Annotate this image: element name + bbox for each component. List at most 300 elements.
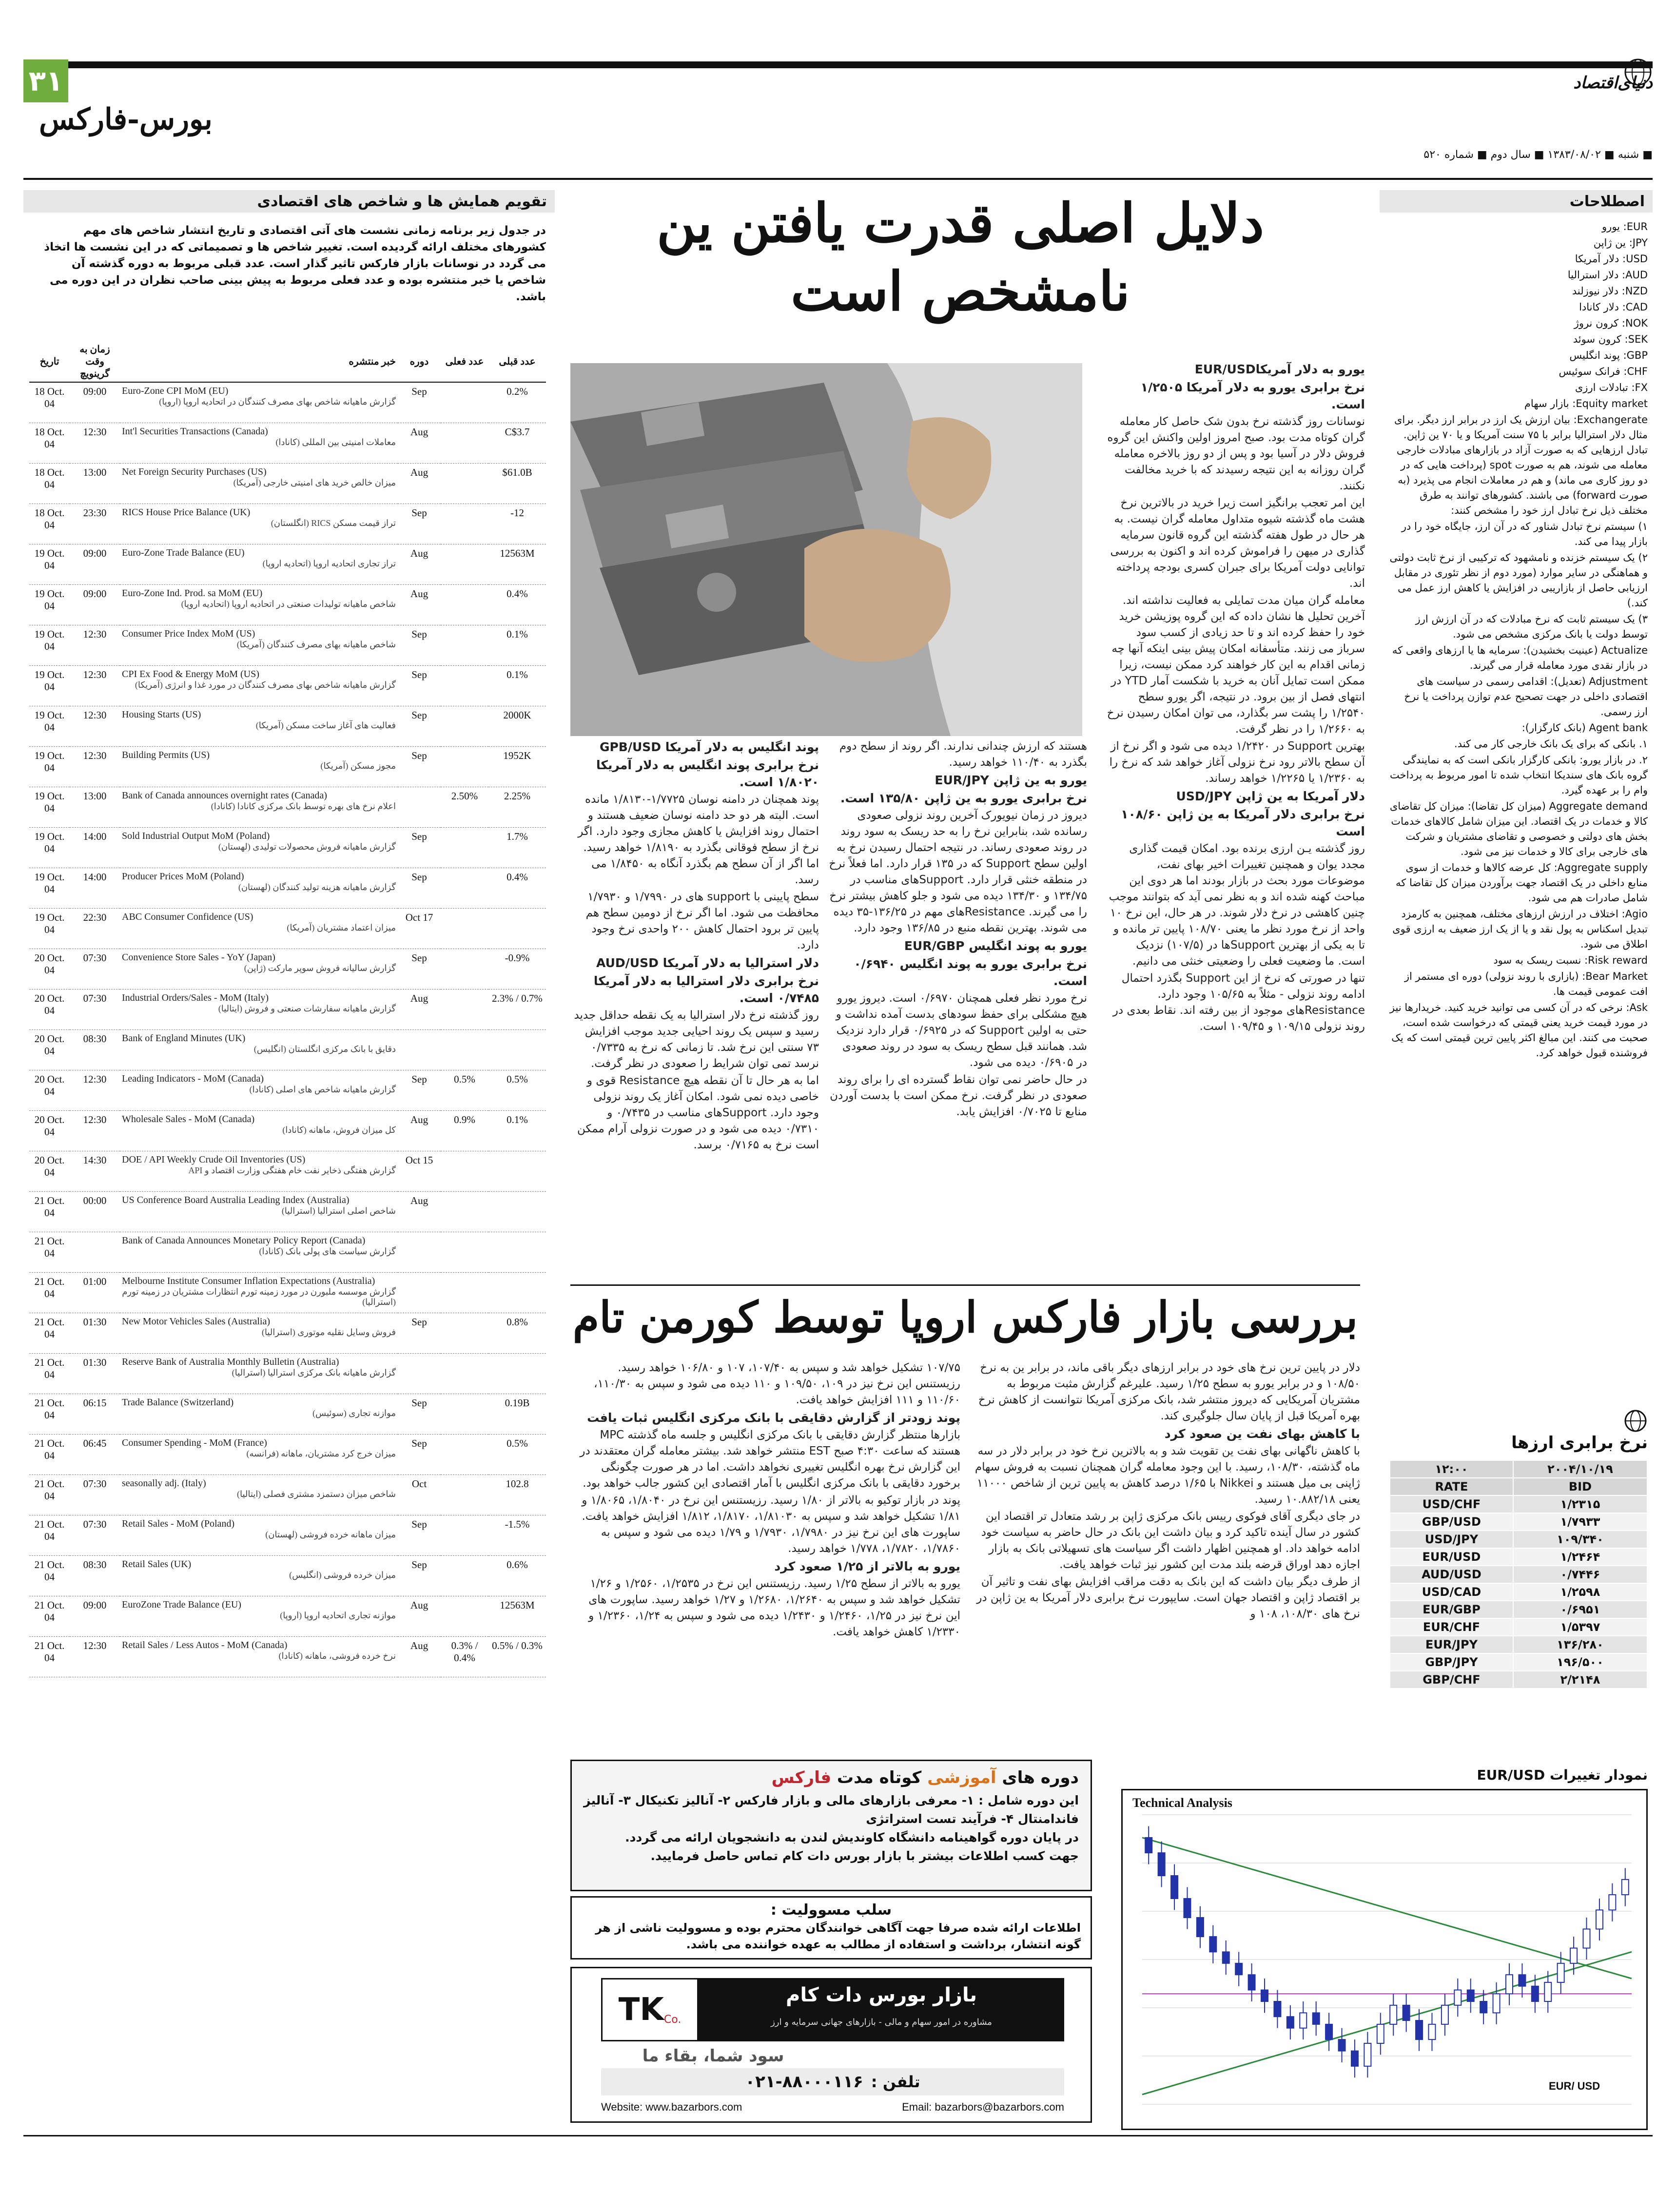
calendar-period: Sep [398, 1313, 441, 1354]
calendar-time: 07:30 [70, 1475, 120, 1515]
rates-bid: ۱/۲۳۱۵ [1513, 1495, 1647, 1513]
company-slogan: سود شما، بقاء ما [642, 2046, 784, 2066]
calendar-time: 01:00 [70, 1273, 120, 1313]
calendar-row [29, 1111, 546, 1151]
calendar-time: 01:30 [70, 1313, 120, 1354]
calendar-date: 18 Oct. 04 [29, 382, 70, 423]
calendar-event [120, 1151, 398, 1192]
calendar-title-bar [23, 190, 555, 213]
calendar-event-en: Int'l Securities Transactions (Canada) [122, 426, 268, 437]
company-logo-text: TK [618, 1992, 664, 2028]
article-subhead: یورو به دلار آمریکاEUR/USD [1194, 362, 1365, 376]
company-name: بازار بورس دات کام [786, 1984, 977, 2006]
calendar-event [120, 1111, 398, 1151]
glossary-item: Aggregate supply: کل عرضه کالاها و خدمات از سوی منابع داخلی در یک اقتصاد جهت برآوردن میزان کل تقاضا که شامل صادرات هم می شود. [1396, 862, 1648, 904]
company-logo-sub: Co. [663, 2013, 682, 2026]
calendar-time: 14:00 [70, 828, 120, 868]
calendar-previous [488, 909, 546, 949]
rates-pair: EUR/USD [1390, 1548, 1513, 1566]
calendar-previous: 102.8 [488, 1475, 546, 1515]
page-bottom-rule [23, 2135, 1653, 2136]
calendar-time: 07:30 [70, 949, 120, 990]
calendar-time: 06:45 [70, 1435, 120, 1475]
calendar-time: 12:30 [70, 625, 120, 666]
calendar-current [441, 1515, 488, 1556]
candle-body [1235, 1963, 1242, 1975]
calendar-date: 18 Oct. 04 [29, 423, 70, 464]
calendar-event [120, 747, 398, 787]
calendar-previous: 2.3% / 0.7% [488, 990, 546, 1030]
calendar-event-fa: گزارش ماهیانه بانک مرکزی استرالیا (استرالیا) [232, 1368, 396, 1378]
article-paragraph: اما به هر حال تا آن نقطه هیچ Resistance قوی و خاصی دیده نمی شود. امکان آغاز یک روند نزولی وجود دارد. Supportهای مناسب در ۰/۷۴۳۵ و ۰/۷۳۱۰ دیده می شود و در صورت نزولی آرام ممکن است نرخ به ۰/۷۱۶۵ برسد. [577, 1074, 819, 1151]
calendar-event [120, 382, 398, 423]
article-paragraph: در حال حاضر نمی توان نقاط گسترده ای را برای روند صعودی در نظر گرفت. نرخ ممکن است با بدست آوردن منابع تا ۰/۷۰۲۵ افزایش یابد. [830, 1073, 1087, 1118]
calendar-event-en: Bank of Canada announces overnight rates (Canada) [122, 790, 327, 801]
article-col-2 [829, 738, 1087, 1275]
calendar-current [441, 1151, 488, 1192]
calendar-previous: 0.5% / 0.3% [488, 1637, 546, 1677]
training-ad-line: این دوره شامل : ۱- معرفی بازارهای مالی و بازار فارکس ۲- آنالیز تکنیکال ۳- آنالیز فاندامنتال ۴- فرآیند تست استراتژی [584, 1793, 1079, 1826]
calendar-period: Sep [398, 868, 441, 909]
candle-body [1209, 1937, 1216, 1952]
article-paragraph: این امر تعجب برانگیز است زیرا خرید در بالاترین نرخ هشت ماه گذشته شیوه متداول معامله گران نیست. به هر حال در طول هفته گذشته این گروه قانون سرمایه گذاری در میهن را فراموش کرده اند و اکنون به بررسی توانایی دولت آمریکا برای جبران کسری بودجه پرداخته اند. [1110, 497, 1365, 590]
calendar-event [120, 1354, 398, 1394]
rates-pair: USD/JPY [1390, 1531, 1513, 1548]
calendar-event-en: New Motor Vehicles Sales (Australia) [122, 1316, 271, 1327]
rates-pair: GBP/USD [1390, 1513, 1513, 1531]
calendar-date: 19 Oct. 04 [29, 747, 70, 787]
article-divider [570, 1284, 1360, 1286]
section-title: بورس-فارکس [39, 102, 213, 136]
calendar-period: Sep [398, 706, 441, 747]
calendar-current [441, 666, 488, 706]
rates-bid: ۱۰۹/۳۴۰ [1513, 1531, 1647, 1548]
calendar-current [441, 1273, 488, 1313]
rates-bid: ۰/۷۴۴۶ [1513, 1566, 1647, 1583]
calendar-time: 12:30 [70, 1111, 120, 1151]
calendar-previous: 0.5% [488, 1435, 546, 1475]
calendar-event [120, 868, 398, 909]
calendar-current [441, 1313, 488, 1354]
calendar-date: 19 Oct. 04 [29, 666, 70, 706]
calendar-event-fa: مجوز مسکن (آمریکا) [320, 761, 396, 771]
candle-body [1506, 1975, 1513, 1994]
calendar-row [29, 1192, 546, 1232]
article-subhead: یورو به ین ژاپن EUR/JPY [935, 773, 1087, 787]
calendar-event-en: Consumer Spending - MoM (France) [122, 1437, 267, 1448]
calendar-event-fa: میزان خرده فروشی (انگلیس) [289, 1570, 396, 1580]
calendar-row [29, 585, 546, 625]
calendar-time: 12:30 [70, 706, 120, 747]
calendar-row [29, 1515, 546, 1556]
company-ad [570, 1967, 1092, 2123]
calendar-time: 08:30 [70, 1030, 120, 1070]
calendar-current [441, 1232, 488, 1273]
calendar-previous: 0.4% [488, 585, 546, 625]
calendar-header-row [29, 341, 546, 382]
calendar-date: 19 Oct. 04 [29, 625, 70, 666]
calendar-date: 21 Oct. 04 [29, 1232, 70, 1273]
calendar-row [29, 423, 546, 464]
calendar-row [29, 1151, 546, 1192]
rates-title: نرخ برابری ارزها [1511, 1433, 1648, 1453]
second-article-col-2 [570, 1360, 960, 1750]
calendar-period: Sep [398, 949, 441, 990]
calendar-period: Aug [398, 1596, 441, 1637]
chart-series-label: EUR/ USD [1549, 2080, 1600, 2092]
candle-body [1428, 2024, 1435, 2039]
calendar-event-en: Net Foreign Security Purchases (US) [122, 466, 267, 477]
calendar-time: 01:30 [70, 1354, 120, 1394]
training-ad-title [572, 1761, 1091, 1789]
calendar-period: Aug [398, 544, 441, 585]
calendar-event [120, 666, 398, 706]
calendar-event-en: Reserve Bank of Australia Monthly Bulletin (Australia) [122, 1357, 339, 1367]
candle-body [1442, 2005, 1448, 2024]
article-paragraph: پوند همچنان در دامنه نوسان ۱/۷۷۲۵-۱/۸۱۳۰ مانده است. البته هر دو حد دامنه نوسان ضعیف هستند و احتمال روند افزایش یا کاهش مجازی وجود دارد. اگر نرخ از سطح فوقانی بگذرد به ۱/۸۱۹۰ خواهد رسید. اما اگر از آن سطح هم بگذرد آنگاه به ۱/۸۴۵۰ می رسد. [578, 793, 819, 886]
calendar-time: 14:30 [70, 1151, 120, 1192]
company-email-link[interactable]: Email: bazarbors@bazarbors.com [902, 2101, 1064, 2113]
calendar-date: 21 Oct. 04 [29, 1192, 70, 1232]
calendar-period [398, 1273, 441, 1313]
second-article-col-1 [970, 1360, 1360, 1750]
glossary-item: Adjustment (تعدیل): اقدامی رسمی در سیاست های اقتصادی داخلی در جهت تصحیح عدم توازن پرداخت یا نرخ ارز رسمی. [1404, 676, 1648, 718]
calendar-row [29, 909, 546, 949]
calendar-table [29, 341, 546, 1677]
glossary-item: NZD: دلار نیوزلند [1572, 285, 1648, 297]
company-website-link[interactable]: Website: www.bazarbors.com [601, 2101, 742, 2113]
calendar-intro: در جدول زیر برنامه زمانی نشست های آتی اقتصادی و تاریخ انتشار شاخص های مهم کشورهای مختلف ارائه گردیده است. تغییر شاخص ها و تصمیماتی که در این نشست ها اتخاذ می گردد در نوسانات بازار فارکس تاثیر گذار است. عدد قبلی مربوط به دوره گذشته آن شاخص یا خبر منتشره بوده و عدد فعلی مربوط به پیش بینی صاحب نظران در این دوره می باشد. [44, 224, 546, 303]
calendar-date: 21 Oct. 04 [29, 1354, 70, 1394]
calendar-period: Sep [398, 1394, 441, 1435]
calendar-row [29, 544, 546, 585]
calendar-current [441, 1030, 488, 1070]
rates-bid: ۱/۲۵۹۸ [1513, 1583, 1647, 1601]
article-subhead: پوند زودتر از گزارش دقایقی با بانک مرکزی انگلیس ثبات یافت [587, 1411, 960, 1425]
candle-body [1519, 1975, 1525, 1986]
candle-body [1364, 2043, 1371, 2066]
company-contacts [601, 2101, 1064, 2117]
candle-body [1390, 2005, 1397, 2024]
calendar-current [441, 1596, 488, 1637]
candle-body [1583, 1929, 1590, 1948]
calendar-period: Oct 17 [398, 909, 441, 949]
calendar-event-fa: شاخص ماهیانه بهای مصرف کنندگان (آمریکا) [236, 640, 396, 649]
calendar-event-en: RICS House Price Balance (UK) [122, 507, 251, 518]
calendar-event [120, 1596, 398, 1637]
candle-body [1261, 1990, 1268, 2001]
calendar-previous [488, 1354, 546, 1394]
calendar-event [120, 706, 398, 747]
calendar-period: Sep [398, 1435, 441, 1475]
page-number: ۳۱ [23, 59, 68, 102]
calendar-time: 13:00 [70, 464, 120, 504]
calendar-event-en: Sold Industrial Output MoM (Poland) [122, 831, 270, 841]
col-current: عدد فعلی [441, 341, 488, 382]
calendar-previous: $61.0B [488, 464, 546, 504]
rates-bid: ۰/۶۹۵۱ [1513, 1601, 1647, 1618]
calendar-time: 06:15 [70, 1394, 120, 1435]
calendar-current [441, 1556, 488, 1596]
calendar-date: 19 Oct. 04 [29, 706, 70, 747]
calendar-current [441, 909, 488, 949]
rates-pair: GBP/JPY [1390, 1653, 1513, 1671]
article-paragraph: یورو به بالاتر از سطح ۱/۲۵ رسید. رزیستنس این نرخ در ۱/۲۵۳۵، ۱/۲۵۶۰ و ۱/۲۶ تشکیل خواهد شد و سپس به ۱/۲۶۴۰، ۱/۲۶۸۰ و ۱/۲۷ خواهد رسید. ساپورت های این نرخ نیز در ۱/۲۵، ۱/۲۴۶۰ و ۱/۲۴۳۰ دیده می شود و سپس به ۱/۲۴، ۱/۲۳۶۰ و ۱/۲۳۳۰ کاهش خواهد یافت. [588, 1577, 960, 1638]
rates-row [1390, 1671, 1647, 1688]
glossary-item: ۲) یک سیستم خزنده و نامشهود که ترکیبی از نرخ ثابت دولتی و هماهنگی در سایر موارد (مورد دوم از نظر تئوری در مقابل ارزیابی حاصل از بازاریبی در افزایش یا کاهش ارز عمل می کند.) [1389, 552, 1648, 609]
calendar-event-en: Wholesale Sales - MoM (Canada) [122, 1114, 255, 1125]
calendar-row [29, 666, 546, 706]
glossary-item: ۱. بانکی که برای یک بانک خارجی کار می کند. [1454, 738, 1648, 750]
calendar-period: Oct 15 [398, 1151, 441, 1192]
article-paragraph: هستند که ارزش چندانی ندارند. اگر روند از سطح دوم بگذرد به ۱۱۰/۴۰ خواهد رسید. [839, 740, 1087, 769]
col-event: خبر منتشره [120, 341, 398, 382]
calendar-row [29, 1475, 546, 1515]
chart-trendline [1142, 1838, 1632, 1979]
calendar-row [29, 1394, 546, 1435]
calendar-event-fa: شاخص ماهیانه تولیدات صنعتی در اتحادیه اروپا (اتحادیه اروپا) [181, 599, 396, 609]
calendar-date: 19 Oct. 04 [29, 868, 70, 909]
calendar-row [29, 504, 546, 544]
calendar-event-fa: فروش وسایل نقلیه موتوری (استرالیا) [261, 1327, 396, 1337]
calendar-period: Aug [398, 1192, 441, 1232]
article-subhead: نرخ برابری دلار استرالیا به دلار آمریکا ۰/۷۴۸۵ است. [593, 974, 819, 1005]
candle-body [1596, 1910, 1603, 1929]
calendar-previous: 12563M [488, 1596, 546, 1637]
rates-time: ۱۲:۰۰ [1390, 1460, 1513, 1478]
calendar-period: Sep [398, 1515, 441, 1556]
glossary-item: NOK: کرون نروژ [1574, 317, 1648, 329]
rates-table-wrap [1389, 1460, 1648, 1689]
calendar-event-en: Melbourne Institute Consumer Inflation Expectations (Australia) [122, 1276, 375, 1286]
calendar-time: 12:30 [70, 423, 120, 464]
calendar-period [398, 1232, 441, 1273]
calendar-date: 19 Oct. 04 [29, 585, 70, 625]
calendar-event-fa: گزارش ماهیانه فروش محصولات تولیدی (لهستان) [218, 842, 396, 852]
article-paragraph: نرخ مورد نظر فعلی همچنان ۰/۶۹۷۰ است. دیروز یورو هیچ مشکلی برای حفظ سودهای بدست آمده نداشت و حتی به اولین Support که در ۰/۶۹۲۵ قرار دارد نزدیک شد. همانند قبل سطح ریسک به سود در روند صعودی در ۰/۶۹۰۵ دیده می شود. [836, 992, 1087, 1069]
glossary-item: Equity market: بازار سهام [1524, 398, 1648, 409]
article-subhead: با کاهش بهای نفت ین صعود کرد [1164, 1427, 1360, 1441]
money-photo-illustration [570, 363, 1082, 736]
calendar-row [29, 1556, 546, 1596]
article-paragraph: دیروز در زمان نیویورک آخرین روند نزولی صعودی رسانده شد، بنابراین نرخ را به حد ریسک به سود روند در روند صعودی رساند. در نتیجه احتمال رسیدن نرخ به اولین سطح Support که در ۱۳۵ قرار دارد. اما فعلاً نرخ در منطقه خنثی قرار دارد. Supportهای مناسب در ۱۳۴/۷۵ و ۱۳۴/۳۰ دیده می شود و جلو کاهش بیشتر نرخ را می گیرند. Resistanceهای مهم در ۱۳۶/۲۵-۳۵ دیده می شوند. بهترین نقطه منبع در ۱۳۶/۸۵ وجود دارد. [829, 809, 1087, 934]
calendar-time: 09:00 [70, 585, 120, 625]
calendar-row [29, 1637, 546, 1677]
calendar-date: 21 Oct. 04 [29, 1596, 70, 1637]
calendar-current [441, 585, 488, 625]
training-ad-body [572, 1789, 1091, 1867]
calendar-period: Aug [398, 585, 441, 625]
calendar-date: 20 Oct. 04 [29, 990, 70, 1030]
candle-body [1558, 1963, 1564, 1982]
candle-body [1622, 1880, 1629, 1895]
candlestick-chart [1123, 1790, 1646, 2129]
calendar-time: 12:30 [70, 666, 120, 706]
calendar-current: 0.5% [441, 1070, 488, 1111]
calendar-row [29, 1435, 546, 1475]
calendar-row [29, 1070, 546, 1111]
calendar-current [441, 1394, 488, 1435]
calendar-date: 20 Oct. 04 [29, 1111, 70, 1151]
calendar-current [441, 382, 488, 423]
calendar-event-fa: فعالیت های آغاز ساخت مسکن (آمریکا) [255, 720, 396, 730]
company-banner [601, 1978, 1064, 2041]
calendar-previous [488, 1030, 546, 1070]
calendar-previous [488, 1232, 546, 1273]
glossary-item: ۳) یک سیستم ثابت که نرخ مبادلات که در آن ارزش ارز توسط دولت یا بانک مرکزی مشخص می شود. [1415, 613, 1648, 640]
candle-body [1480, 2001, 1487, 2013]
article-paragraph: دلار در پایین ترین نرخ های خود در برابر ارزهای دیگر باقی ماند، در برابر ین به نرخ ۱۰۸/۵۰ و در برابر یورو به سطح ۱/۲۵ رسید. علیرغم گزارش مثبت مربوط به مشتریان آمریکایی که دیروز منتشر شد، بانک مرکزی آمریکا نتوانست از کاهش نرخ بهره آمریکا قبل از پایان سال جلوگیری کند. [978, 1361, 1360, 1422]
calendar-event-fa: گزارش ماهیانه سفارشات صنعتی و فروش (ایتالیا) [218, 1004, 396, 1013]
calendar-current [441, 1475, 488, 1515]
calendar-event-fa: تراز تجاری اتحادیه اروپا (اتحادیه اروپا) [262, 559, 396, 568]
candle-body [1532, 1986, 1539, 2001]
calendar-previous: 0.1% [488, 666, 546, 706]
article-subhead: دلار آمریکا به ین ژاپن USD/JPY [1176, 789, 1365, 803]
calendar-current [441, 990, 488, 1030]
calendar-current [441, 1192, 488, 1232]
rates-bid: ۱۳۶/۲۸۰ [1513, 1636, 1647, 1653]
disclaimer-text: اطلاعات ارائه شده صرفا جهت آگاهی خوانندگان محترم بوده و مسوولیت ناشی از هر گونه انتشار، برداشت و استفاده از مطالب به عهده خواننده می باشد. [595, 1921, 1081, 1951]
glossary-item: Actualize (عینیت بخشیدن): سرمایه ها یا ارزهای واقعی که در بازار نقدی مورد معامله قرار می گیرند. [1392, 644, 1648, 671]
calendar-event [120, 1556, 398, 1596]
calendar-previous: 1952K [488, 747, 546, 787]
glossary-item: EUR: یورو [1602, 221, 1648, 233]
glossary-item: ۲. در بازار یورو: بانکی کارگزار بانکی است که به نمایندگی گروه بانک های سندیکا انتخاب شده تا امور مربوط به پرداخت وام را بر عهده گیرد. [1389, 754, 1648, 796]
calendar-period [398, 1354, 441, 1394]
glossary-item: SEK: کرون سوئد [1573, 333, 1648, 345]
calendar-period: Sep [398, 1556, 441, 1596]
calendar-previous: 12563M [488, 544, 546, 585]
calendar-event [120, 1313, 398, 1354]
candle-body [1287, 2017, 1294, 2028]
calendar-current [441, 544, 488, 585]
calendar-event-en: EuroZone Trade Balance (EU) [122, 1599, 241, 1610]
training-ad-title-prefix: دوره های [996, 1768, 1079, 1787]
main-headline: دلایل اصلی قدرت یافتن ین نامشخص است [657, 192, 1264, 323]
rates-row [1390, 1601, 1647, 1618]
company-phone[interactable]: ۰۲۱-۸۸۰۰۰۱۱۶ [745, 2072, 863, 2092]
money-photo [570, 363, 1082, 736]
calendar-time: 12:30 [70, 747, 120, 787]
calendar-event [120, 504, 398, 544]
rates-col-bid: BID [1513, 1478, 1647, 1495]
rates-date-row [1390, 1460, 1647, 1478]
calendar-event-fa: گزارش موسسه ملبورن در مورد زمینه تورم انتظارات مشتریان در زمینه تورم (استرالیا) [122, 1287, 396, 1307]
calendar-row [29, 464, 546, 504]
calendar-event [120, 1273, 398, 1313]
rates-col-pair: RATE [1390, 1478, 1513, 1495]
glossary-item: Ask: نرخی که در آن کسی می توانید خرید کنید. خریدارها نیز در مورد قیمت خرید یعنی قیمتی که درخواست شده است، صحبت می کنند. این مبالغ اکثر پایین ترین قیمتی است که یک فروشنده قبول خواهد کرد. [1389, 1002, 1648, 1059]
calendar-table-wrap [29, 341, 546, 1677]
calendar-time: 09:00 [70, 1596, 120, 1637]
candle-body [1339, 2039, 1345, 2051]
calendar-event-en: Consumer Price Index MoM (US) [122, 628, 255, 639]
article-subhead: نرخ برابری دلار آمریکا به ین ژاپن ۱۰۸/۶۰ است [1121, 807, 1365, 838]
calendar-time: 08:30 [70, 1556, 120, 1596]
candle-body [1377, 2024, 1384, 2043]
calendar-period: Sep [398, 747, 441, 787]
calendar-event-en: ABC Consumer Confidence (US) [122, 912, 253, 922]
calendar-current [441, 706, 488, 747]
calendar-current [441, 949, 488, 990]
calendar-row [29, 1273, 546, 1313]
calendar-period: Aug [398, 990, 441, 1030]
calendar-event [120, 1475, 398, 1515]
rates-row [1390, 1531, 1647, 1548]
calendar-previous [488, 1273, 546, 1313]
calendar-event-fa: گزارش هفتگی ذخایر نفت خام هفتگی وزارت اقتصاد و API [188, 1165, 396, 1175]
calendar-date: 19 Oct. 04 [29, 544, 70, 585]
globe-icon [1623, 58, 1653, 87]
calendar-previous: -12 [488, 504, 546, 544]
glossary-item: FX: تبادلات ارزی [1575, 382, 1648, 393]
calendar-current [441, 828, 488, 868]
chart-title: نمودار تغییرات EUR/USD [1477, 1767, 1648, 1783]
rates-row [1390, 1583, 1647, 1601]
rates-row [1390, 1513, 1647, 1531]
calendar-event-en: Convenience Store Sales - YoY (Japan) [122, 952, 275, 963]
glossary-item: GBP: پوند انگلیس [1569, 349, 1648, 361]
glossary-item: CHF: فرانک سوئیس [1559, 366, 1648, 377]
calendar-row [29, 1030, 546, 1070]
calendar-event-fa: میزان خرج کرد مشتریان، ماهانه (فرانسه) [246, 1449, 396, 1458]
calendar-event-fa: موازنه تجاری اتحادیه اروپا (اروپا) [280, 1610, 396, 1620]
calendar-date: 20 Oct. 04 [29, 1151, 70, 1192]
calendar-row [29, 1354, 546, 1394]
candle-body [1403, 2005, 1410, 2020]
calendar-date: 21 Oct. 04 [29, 1475, 70, 1515]
candle-body [1493, 1994, 1500, 2013]
calendar-date: 21 Oct. 04 [29, 1637, 70, 1677]
calendar-event-en: CPI Ex Food & Energy MoM (US) [122, 669, 259, 679]
calendar-event-en: US Conference Board Australia Leading Index (Australia) [122, 1195, 350, 1205]
calendar-event [120, 1070, 398, 1111]
calendar-event [120, 828, 398, 868]
candle-body [1454, 1990, 1461, 2005]
training-ad-title-end: فارکس [771, 1768, 832, 1787]
calendar-time: 00:00 [70, 1192, 120, 1232]
calendar-time: 12:30 [70, 1637, 120, 1677]
col-time: زمان به وقت گرینویچ [70, 341, 120, 382]
rates-pair: EUR/JPY [1390, 1636, 1513, 1653]
glossary-title: اصطلاحات [1569, 193, 1645, 210]
date-line: ■ شنبه ■ ۱۳۸۳/۰۸/۰۲ ■ سال دوم ■ شماره ۵۲۰ [1423, 149, 1653, 161]
glossary-item: Aggregate demand (میزان کل تقاضا): میزان کل تقاضای کالا و خدمات در یک اقتصاد. این میزان شامل کالاهای خدمات بخش های دولتی و خصوصی و تقاضای مشتریان و شرکت های خارجی برای کالا و خدمات نیز می شود. [1389, 800, 1648, 857]
calendar-event-fa: موازنه تجاری (سوئیس) [312, 1408, 396, 1418]
calendar-event-fa: میزان ماهانه خرده فروشی (لهستان) [265, 1530, 396, 1539]
rates-row [1390, 1495, 1647, 1513]
calendar-current [441, 1435, 488, 1475]
calendar-date: 20 Oct. 04 [29, 949, 70, 990]
article-col-1 [1107, 361, 1365, 1277]
calendar-event-en: Leading Indicators - MoM (Canada) [122, 1073, 264, 1084]
calendar-event-fa: گزارش سالیانه فروش سوپر مارکت (ژاپن) [244, 963, 396, 973]
calendar-event [120, 1515, 398, 1556]
calendar-period: Sep [398, 625, 441, 666]
calendar-event [120, 1435, 398, 1475]
glossary-item: Exchangerate: بیان ارزش یک ارز در برابر ارز دیگر. برای مثال دلار استرالیا برابر با ۷۵ سنت آمریکا و یا ۷۰ ین ژاپن. تبادل ارزهایی که به صورت آزاد در بازارهای مبادلات خارجی معامله می شوند، هم به صورت spot (پرداخت هایی که در دو روز کاری می ماند) و هم در معاملات انجام می پذیرد (به صورت forward) می باشند. کشورهای توانند به طرق مختلف ذیل نرخ تبادل ارز خود را مشخص کنند: [1394, 414, 1648, 516]
disclaimer-box [570, 1896, 1092, 1960]
candle-body [1197, 1918, 1204, 1937]
chart-box [1121, 1789, 1648, 2130]
training-ad-title-highlight: آموزشی [927, 1768, 996, 1787]
newspaper-logo: دنیای‌اقتصاد [1573, 73, 1653, 93]
calendar-time [70, 1232, 120, 1273]
calendar-event-en: Bank of Canada Announces Monetary Policy Report (Canada) [122, 1235, 366, 1246]
glossary-item: Agent bank (بانک کارگزار): [1521, 722, 1648, 734]
candle-body [1325, 2024, 1332, 2039]
